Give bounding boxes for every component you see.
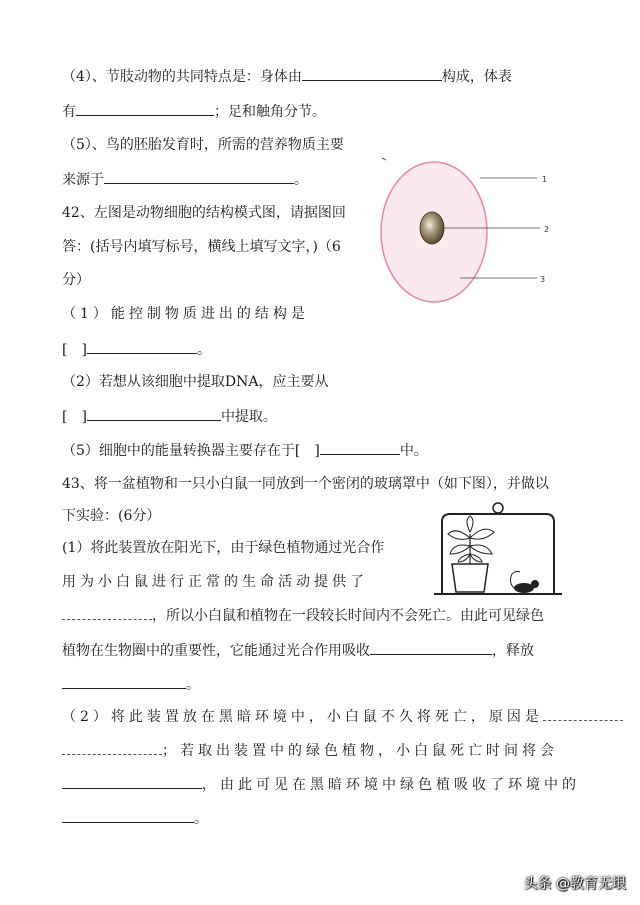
animal-cell-figure — [372, 148, 562, 313]
q41-4-line2: 有 ；足和触角分节。 — [62, 101, 326, 122]
answer-blank[interactable] — [62, 740, 162, 755]
q43-s2-line3: ，由此可见在黑暗环境中绿色植吸收了环境中的 — [62, 774, 580, 795]
answer-blank[interactable] — [62, 808, 194, 823]
q43-s1-line5: 。 — [62, 674, 200, 695]
answer-blank[interactable] — [62, 605, 152, 620]
q43-intro-line2: 下实验：(6分） — [62, 508, 161, 524]
q41-5-line1: （5）、鸟的胚胎发育时，所需的营养物质主要 — [62, 137, 344, 153]
answer-blank[interactable] — [543, 706, 623, 721]
q42-s5-line: （5）细胞中的能量转换器主要存在于[ ] 中。 — [62, 440, 428, 461]
figure-label: 2 — [544, 225, 550, 234]
answer-blank[interactable] — [87, 406, 221, 421]
answer-blank[interactable] — [87, 339, 197, 354]
white-mouse — [510, 571, 539, 593]
q42-intro-line1: 42、左图是动物细胞的结构模式图，请据图回 — [62, 205, 346, 221]
q41-4-line1: （4）、节肢动物的共同特点是：身体由 构成，体表 — [62, 66, 512, 87]
q43-s1-line4: 植物在生物圈中的重要性，它能通过光合作用吸收 ，释放 — [62, 640, 534, 661]
answer-blank[interactable] — [370, 640, 492, 655]
jar-knob — [493, 503, 503, 513]
q43-s2-line2: ；若取出装置中的绿色植物，小白鼠死亡时间将会 — [62, 740, 558, 761]
q42-intro-line2: 答：(括号内填写标号，横线上填写文字，)（6 — [62, 239, 341, 255]
answer-blank[interactable] — [62, 674, 186, 689]
answer-blank[interactable] — [104, 169, 294, 184]
q42-s2-line2: [ ] 中提取。 — [62, 406, 277, 427]
q43-s1-line2: 用为小白鼠进行正常的生命活动提供了 — [62, 574, 368, 590]
plant-leaves — [448, 516, 494, 562]
q42-intro-line3: 分） — [62, 272, 90, 288]
cell-nucleus — [420, 212, 444, 244]
bell-jar-figure — [432, 498, 564, 598]
q42-s1-line2: [ ] 。 — [62, 339, 211, 360]
q42-s1-line1: （1）能控制物质进出的结构是 — [62, 306, 309, 322]
stray-mark — [382, 158, 386, 160]
watermark: 头条 @教育无垠 — [523, 876, 626, 892]
answer-blank[interactable] — [320, 440, 400, 455]
answer-blank[interactable] — [302, 66, 442, 81]
answer-blank[interactable] — [76, 101, 214, 116]
answer-blank[interactable] — [62, 774, 202, 789]
q43-intro-line1: 43、将一盆植物和一只小白鼠一同放到一个密闭的玻璃罩中（如下图），并做以 — [62, 476, 549, 492]
q43-s1-line3: ，所以小白鼠和植物在一段较长时间内不会死亡。由此可见绿色 — [62, 605, 544, 626]
q43-s2-line4: 。 — [62, 808, 208, 829]
figure-label: 3 — [540, 275, 546, 284]
q43-s1-line1: (1）将此装置放在阳光下，由于绿色植物通过光合作 — [62, 540, 385, 556]
q41-5-line2: 来源于 。 — [62, 169, 308, 190]
q42-s2-line1: （2）若想从该细胞中提取DNA，应主要从 — [62, 374, 329, 390]
figure-label: 1 — [542, 175, 548, 184]
flower-pot — [452, 564, 488, 592]
q43-s2-line1: （2）将此装置放在黑暗环境中，小白鼠不久将死亡，原因是 — [62, 706, 623, 727]
